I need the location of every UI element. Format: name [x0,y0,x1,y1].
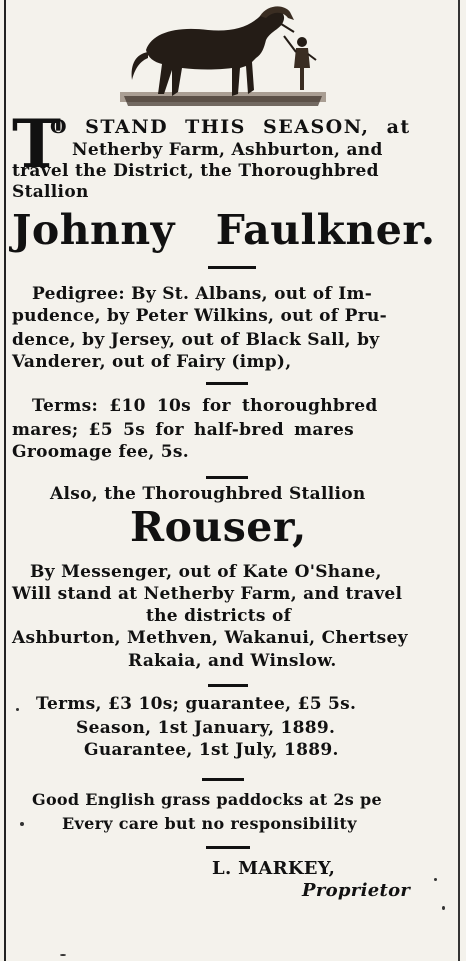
pedigree-line: pudence, by Peter Wilkins, out of Pru- [12,306,387,326]
heading-line-2: Netherby Farm, Ashburton, and [72,140,383,160]
separator-rule [202,778,244,781]
column-rule-left [4,0,6,961]
stallion-name-rouser: Rouser, [130,503,307,551]
terms2-line: Season, 1st January, 1889. [76,718,336,738]
rouser-line: Will stand at Netherby Farm, and travel [12,584,403,604]
horse-and-groom-woodcut-icon [118,2,328,110]
signature-name: L. MARKEY, [212,858,336,879]
print-speck [60,954,66,956]
rouser-line: the districts of [146,606,292,626]
heading-line-4: Stallion [12,182,89,202]
print-speck [16,708,19,711]
terms2-line: Guarantee, 1st July, 1889. [84,740,339,760]
drop-cap: T [12,105,62,183]
print-speck [20,822,24,826]
rouser-line: By Messenger, out of Kate O'Shane, [30,562,382,582]
closing-line: Every care but no responsibility [62,814,357,833]
pedigree-line: Vanderer, out of Fairy (imp), [12,352,292,372]
rouser-line: Ashburton, Methven, Wakanui, Chertsey [12,628,408,648]
separator-rule [208,684,248,687]
heading-line-1: O STAND THIS SEASON, at [50,116,411,138]
terms2-line: Terms, £3 10s; guarantee, £5 5s. [36,694,357,714]
heading-line-3: travel the District, the Thoroughbred [12,161,379,181]
also-line: Also, the Thoroughbred Stallion [50,484,366,504]
pedigree-line: Pedigree: By St. Albans, out of Im- [32,284,373,304]
rouser-line: Rakaia, and Winslow. [128,651,337,671]
separator-rule [208,266,256,269]
signature-title: Proprietor [302,880,411,901]
closing-line: Good English grass paddocks at 2s pe [32,790,382,809]
terms-line: Terms: £10 10s for thoroughbred [32,396,378,416]
separator-rule [206,476,248,479]
separator-rule [206,846,250,849]
print-speck [442,906,445,910]
column-rule-right [458,0,460,961]
terms-line: mares; £5 5s for half-bred mares [12,420,354,440]
separator-rule [206,382,248,385]
pedigree-line: dence, by Jersey, out of Black Sall, by [12,330,380,350]
stallion-name-johnny-faulkner: Johnny Faulkner. [12,206,436,254]
print-speck [434,878,437,881]
terms-line: Groomage fee, 5s. [12,442,189,462]
